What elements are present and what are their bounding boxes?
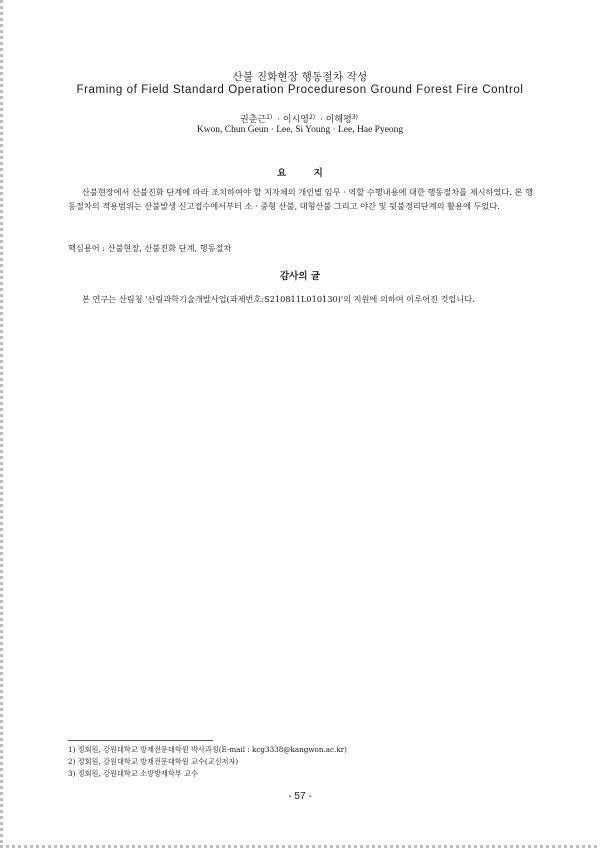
authors-english: Kwon, Chun Geun · Lee, Si Young · Lee, Hae Pyeong	[196, 125, 404, 135]
author-name: 권춘근	[240, 115, 267, 125]
abstract-body: 산불현장에서 산불진화 단계에 따라 조치하여야 할 지자체의 개인별 임무 · 역할 수행내용에 대한 행동절차를 제시하였다. 본 행동절차의 적용범위는 산불발생 신고접수에서부터 소 · 중형 산불, 대형산불 그리고 야간 및 뒷불정리단계의 활용에 두었다.	[68, 187, 533, 211]
footnotes	[68, 744, 538, 780]
authors-korean	[0, 112, 600, 125]
author-footnote-mark: 1)	[266, 114, 273, 121]
acknowledgement-body: 본 연구는 산림청 '산림과학기술개발사업(과제번호:S210811L010130)'의 지원에 의하여 이루어진 것입니다.	[82, 294, 475, 304]
title-english: Framing of Field Standard Operation Procedureson Ground Forest Fire Control	[76, 84, 524, 96]
keywords: 핵심용어 : 산불현장, 산불진화 단계, 행동절차	[68, 243, 232, 253]
author-name: 이해평	[325, 115, 352, 125]
acknowledgement-heading: 감사의 글	[279, 271, 320, 282]
footnote: 3) 정회원, 강원대학교 소방방재학부 교수	[68, 769, 198, 778]
abstract-heading: 요 지	[277, 168, 323, 179]
author-name: 이시영	[282, 115, 309, 125]
footnote-divider	[68, 740, 213, 741]
footnote: 2) 정회원, 강원대학교 방재전문대학원 교수(교신저자)	[68, 757, 239, 766]
page-number: - 57 -	[288, 791, 312, 802]
author-separator: ·	[274, 115, 283, 125]
footnote: 1) 정회원, 강원대학교 방재전문대학원 박사과정(E-mail : kcg3338@kangwon.ac.kr)	[68, 745, 347, 754]
author-footnote-mark: 2)	[308, 114, 316, 121]
author-separator: ·	[317, 115, 326, 125]
title-korean: 산불 진화현장 행동절차 작성	[232, 71, 368, 83]
author-footnote-mark: 3)	[351, 114, 358, 121]
